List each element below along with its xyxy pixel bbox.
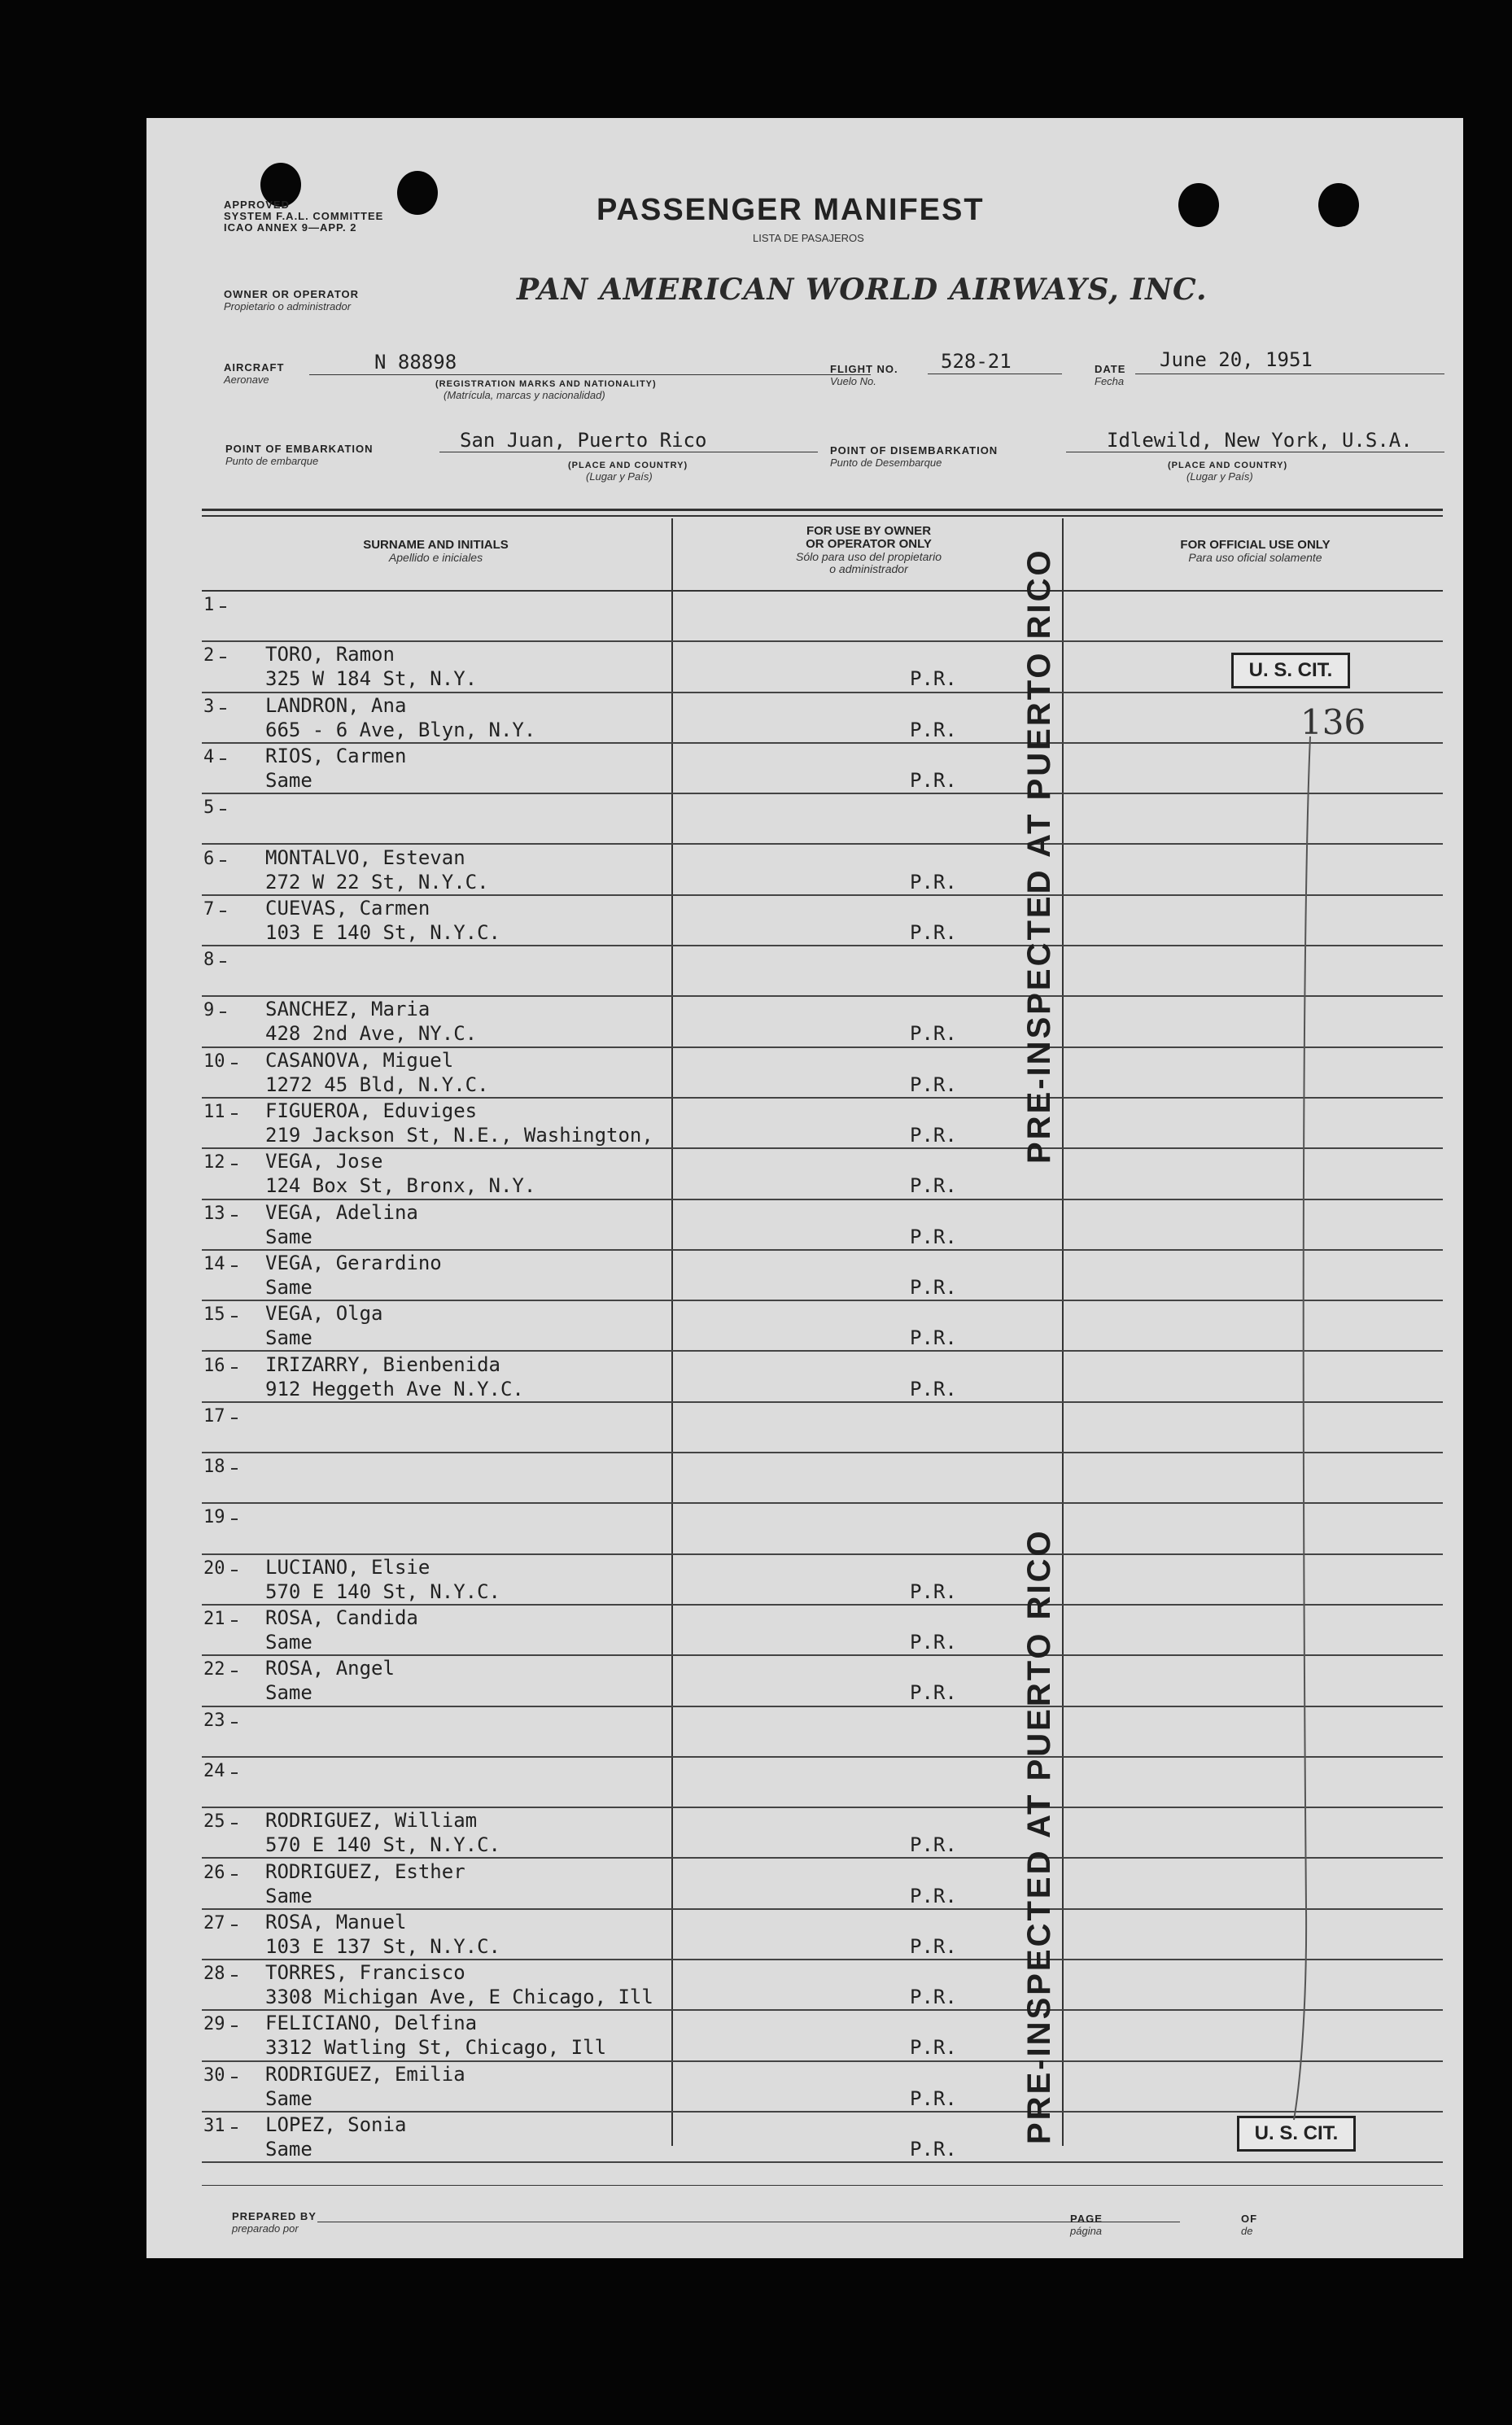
table-row [202, 794, 1443, 845]
passenger-address: 428 2nd Ave, NY.C. [265, 1022, 478, 1046]
row-number-dash [220, 758, 226, 760]
registration-note: (REGISTRATION MARKS AND NATIONALITY) [435, 379, 657, 389]
table-row [202, 1656, 1443, 1706]
row-number-dash [231, 1518, 238, 1520]
table-row [202, 1301, 1443, 1352]
aircraft-value: N 88898 [374, 351, 457, 374]
row-number: 4 [203, 746, 215, 767]
row-number-dash [231, 2077, 238, 2078]
row-number-dash [231, 1620, 238, 1622]
owner-mark: P.R. [910, 1631, 957, 1654]
table-row [202, 845, 1443, 896]
place-note: (PLACE AND COUNTRY) [568, 461, 688, 470]
table-row [202, 1099, 1443, 1149]
table-row [202, 1758, 1443, 1808]
owner-mark: P.R. [910, 1022, 957, 1046]
row-number: 1 [203, 595, 215, 615]
passenger-address: 665 - 6 Ave, Blyn, N.Y. [265, 718, 536, 741]
approval-block [224, 199, 383, 234]
date-label: DATE [1095, 363, 1126, 375]
owner-mark: P.R. [910, 1377, 957, 1400]
preinspected-stamp: PRE-INSPECTED AT PUERTO RICO [1021, 548, 1057, 1164]
table-row [202, 1251, 1443, 1301]
row-number: 7 [203, 898, 215, 920]
row-number: 28 [203, 1964, 225, 1985]
passenger-name: RIOS, Carmen [265, 744, 407, 767]
passenger-name: LOPEZ, Sonia [265, 2113, 407, 2136]
passenger-name: FIGUEROA, Eduviges [265, 1099, 478, 1122]
passenger-address: 1272 45 Bld, N.Y.C. [265, 1073, 489, 1096]
row-number: 24 [203, 1760, 225, 1781]
owner-mark: P.R. [910, 1934, 957, 1958]
row-number: 12 [203, 1152, 225, 1173]
official-use-label-es: Para uso oficial solamente [1188, 551, 1322, 564]
table-row [202, 2062, 1443, 2113]
row-number-dash [231, 1975, 238, 1977]
owner-label: OWNER OR OPERATOR [224, 288, 360, 300]
row-number: 9 [203, 1000, 215, 1021]
passenger-address: 103 E 137 St, N.Y.C. [265, 1934, 500, 1958]
table-row [202, 1555, 1443, 1606]
table-row [202, 1808, 1443, 1859]
page-title: PASSENGER MANIFEST [596, 193, 985, 227]
row-number: 5 [203, 797, 215, 819]
disembark-label-es: Punto de Desembarque [830, 457, 942, 469]
owner-use-column-header [675, 525, 1062, 575]
owner-mark: P.R. [910, 1986, 957, 2009]
passenger-name: FELICIANO, Delfina [265, 2012, 478, 2035]
pencil-number: 136 [1300, 702, 1366, 742]
passenger-name: LUCIANO, Elsie [265, 1555, 430, 1579]
passenger-address: 272 W 22 St, N.Y.C. [265, 870, 489, 894]
page-label-es: página [1070, 2225, 1103, 2237]
row-number: 20 [203, 1558, 225, 1579]
place-note-es-2: (Lugar y País) [1186, 470, 1253, 483]
row-rule [202, 2161, 1443, 2163]
surname-column-header [202, 539, 670, 564]
table-row [202, 946, 1443, 997]
owner-mark: P.R. [910, 2036, 957, 2060]
row-number: 23 [203, 1710, 225, 1731]
row-number: 15 [203, 1304, 225, 1326]
row-number: 17 [203, 1405, 225, 1427]
table-row [202, 1352, 1443, 1403]
row-number: 27 [203, 1912, 225, 1933]
row-number: 21 [203, 1609, 225, 1629]
passenger-name: VEGA, Gerardino [265, 1251, 442, 1274]
prepared-label: PREPARED BY [232, 2210, 317, 2222]
table-row [202, 1606, 1443, 1656]
row-number-dash [231, 1063, 238, 1064]
row-number-dash [220, 606, 226, 608]
row-number-dash [231, 1164, 238, 1165]
passenger-name: LANDRON, Ana [265, 693, 407, 717]
row-number: 30 [203, 2065, 225, 2086]
official-use-column-header [1066, 539, 1444, 564]
passenger-address: 219 Jackson St, N.E., Washington, [265, 1124, 653, 1147]
row-number-dash [220, 1012, 226, 1013]
disembark-label: POINT OF DISEMBARKATION [830, 444, 999, 457]
owner-use-label-es-2: o administrador [829, 562, 908, 575]
row-number-dash [231, 1367, 238, 1369]
preinspected-stamp-2: PRE-INSPECTED AT PUERTO RICO [1021, 1528, 1057, 2144]
row-number-dash [231, 1418, 238, 1419]
punch-hole [1318, 183, 1359, 227]
embark-label: POINT OF EMBARKATION [225, 443, 374, 455]
row-number: 10 [203, 1051, 225, 1072]
disembark-value: Idlewild, New York, U.S.A. [1107, 429, 1413, 452]
page-label: PAGE [1070, 2213, 1103, 2225]
owner-mark: P.R. [910, 1275, 957, 1299]
punch-hole [1178, 183, 1219, 227]
row-number-dash [231, 1113, 238, 1115]
table-row [202, 1403, 1443, 1453]
row-number-dash [231, 1215, 238, 1217]
pencil-line [1269, 688, 1335, 2136]
embark-label-es: Punto de embarque [225, 455, 319, 467]
owner-mark: P.R. [910, 1225, 957, 1248]
row-number-dash [231, 2025, 238, 2027]
table-row [202, 1707, 1443, 1758]
passenger-name: RODRIGUEZ, Emilia [265, 2062, 465, 2086]
passenger-address: 3308 Michigan Ave, E Chicago, Ill [265, 1986, 653, 2009]
owner-mark: P.R. [910, 920, 957, 944]
row-number: 31 [203, 2116, 225, 2136]
passenger-address: Same [265, 1681, 312, 1705]
row-number-dash [220, 961, 226, 963]
flight-label: FLIGHT NO. [830, 363, 898, 375]
table-row [202, 1453, 1443, 1504]
passenger-address: 103 E 140 St, N.Y.C. [265, 920, 500, 944]
row-number: 16 [203, 1355, 225, 1376]
passenger-name: ROSA, Manuel [265, 1910, 407, 1933]
table-row [202, 744, 1443, 794]
row-number: 25 [203, 1811, 225, 1833]
prepared-label-es: preparado por [232, 2222, 299, 2235]
passenger-name: TORRES, Francisco [265, 1961, 465, 1985]
row-number-dash [220, 860, 226, 862]
passenger-name: ROSA, Angel [265, 1657, 395, 1680]
row-number: 2 [203, 645, 215, 666]
owner-mark: P.R. [910, 1174, 957, 1198]
surname-header-label-es: Apellido e iniciales [388, 551, 483, 564]
passenger-address: Same [265, 1326, 312, 1350]
row-number-dash [231, 1925, 238, 1926]
passenger-address: Same [265, 2086, 312, 2110]
row-number: 3 [203, 696, 215, 717]
table-row [202, 592, 1443, 642]
owner-mark: P.R. [910, 1326, 957, 1350]
row-number: 19 [203, 1507, 225, 1528]
table-row [202, 693, 1443, 744]
us-cit-stamp-2: U. S. CIT. [1237, 2116, 1356, 2152]
passenger-name: RODRIGUEZ, William [265, 1809, 478, 1833]
row-number: 8 [203, 950, 215, 971]
row-number-dash [231, 1722, 238, 1724]
passenger-name: CASANOVA, Miguel [265, 1048, 454, 1072]
owner-use-label-2: OR OPERATOR ONLY [806, 537, 932, 551]
row-number-dash [220, 911, 226, 912]
passenger-address: 570 E 140 St, N.Y.C. [265, 1580, 500, 1603]
row-number-dash [231, 1874, 238, 1876]
official-use-label: FOR OFFICIAL USE ONLY [1180, 538, 1331, 552]
row-number: 6 [203, 848, 215, 869]
approval-line: APPROVED [224, 199, 290, 211]
table-row [202, 1200, 1443, 1251]
row-number-dash [231, 1468, 238, 1470]
passenger-name: VEGA, Adelina [265, 1200, 418, 1224]
passenger-name: CUEVAS, Carmen [265, 896, 430, 920]
passenger-name: VEGA, Olga [265, 1302, 383, 1326]
page-subtitle: LISTA DE PASAJEROS [753, 232, 864, 244]
row-number-dash [220, 657, 226, 658]
punch-hole [397, 171, 438, 215]
owner-mark: P.R. [910, 1884, 957, 1907]
table-row [202, 1859, 1443, 1910]
owner-mark: P.R. [910, 768, 957, 792]
surname-header-label: SURNAME AND INITIALS [363, 538, 509, 552]
passenger-address: Same [265, 1884, 312, 1907]
table-row [202, 1048, 1443, 1099]
passenger-name: SANCHEZ, Maria [265, 998, 430, 1021]
manifest-sheet [146, 118, 1463, 2258]
owner-mark: P.R. [910, 667, 957, 691]
row-number: 26 [203, 1862, 225, 1883]
row-number: 22 [203, 1659, 225, 1680]
row-number-dash [231, 1772, 238, 1774]
of-label-es: de [1241, 2225, 1253, 2237]
passenger-address: Same [265, 1225, 312, 1248]
owner-use-label-1: FOR USE BY OWNER [806, 524, 932, 538]
row-number-dash [220, 708, 226, 710]
passenger-name: RODRIGUEZ, Esther [265, 1859, 465, 1883]
owner-mark: P.R. [910, 1681, 957, 1705]
table-row [202, 896, 1443, 946]
owner-mark: P.R. [910, 1124, 957, 1147]
passenger-address: Same [265, 2138, 312, 2161]
passenger-address: 912 Heggeth Ave N.Y.C. [265, 1377, 524, 1400]
owner-mark: P.R. [910, 870, 957, 894]
owner-mark: P.R. [910, 1073, 957, 1096]
date-label-es: Fecha [1095, 375, 1125, 387]
table-row [202, 1910, 1443, 1960]
passenger-name: TORO, Ramon [265, 643, 395, 666]
passenger-name: MONTALVO, Estevan [265, 845, 465, 869]
approval-line: ICAO ANNEX 9—APP. 2 [224, 221, 357, 234]
owner-value: PAN AMERICAN WORLD AIRWAYS, INC. [517, 273, 1208, 307]
passenger-address: 3312 Watling St, Chicago, Ill [265, 2036, 607, 2060]
aircraft-label-es: Aeronave [224, 374, 269, 386]
owner-mark: P.R. [910, 2086, 957, 2110]
place-note-es: (Lugar y País) [586, 470, 653, 483]
table-row [202, 1960, 1443, 2011]
owner-mark: P.R. [910, 2138, 957, 2161]
passenger-name: ROSA, Candida [265, 1606, 418, 1629]
row-number: 14 [203, 1253, 225, 1274]
row-number: 29 [203, 2014, 225, 2035]
aircraft-label: AIRCRAFT [224, 361, 285, 374]
owner-mark: P.R. [910, 1833, 957, 1857]
date-value: June 20, 1951 [1160, 348, 1313, 371]
row-number: 13 [203, 1203, 225, 1224]
passenger-address: 124 Box St, Bronx, N.Y. [265, 1174, 536, 1198]
row-number: 11 [203, 1102, 225, 1122]
passenger-name: IRIZARRY, Bienbenida [265, 1352, 500, 1376]
embark-value: San Juan, Puerto Rico [460, 429, 707, 452]
table-row [202, 1149, 1443, 1199]
passenger-address: Same [265, 1631, 312, 1654]
row-number-dash [231, 1570, 238, 1571]
table-row [202, 997, 1443, 1047]
row-number-dash [231, 1671, 238, 1672]
owner-mark: P.R. [910, 1580, 957, 1603]
owner-use-label-es-1: Sólo para uso del propietario [795, 550, 942, 563]
row-number-dash [231, 1316, 238, 1317]
owner-mark: P.R. [910, 718, 957, 741]
passenger-address: Same [265, 1275, 312, 1299]
flight-value: 528-21 [941, 350, 1012, 373]
flight-label-es: Vuelo No. [830, 375, 876, 387]
passenger-address: Same [265, 768, 312, 792]
table-row [202, 2011, 1443, 2061]
registration-note-es: (Matrícula, marcas y nacionalidad) [444, 389, 605, 401]
row-number-dash [220, 809, 226, 811]
place-note-2: (PLACE AND COUNTRY) [1168, 461, 1288, 470]
table-row [202, 1504, 1443, 1554]
owner-label-es: Propietario o administrador [224, 300, 352, 312]
row-number-dash [231, 2127, 238, 2129]
passenger-name: VEGA, Jose [265, 1150, 383, 1173]
passenger-address: 570 E 140 St, N.Y.C. [265, 1833, 500, 1857]
passenger-address: 325 W 184 St, N.Y. [265, 667, 478, 691]
us-cit-stamp: U. S. CIT. [1231, 653, 1350, 688]
row-number: 18 [203, 1457, 225, 1478]
row-number-dash [231, 1265, 238, 1267]
row-number-dash [231, 1823, 238, 1824]
approval-line: SYSTEM F.A.L. COMMITTEE [224, 210, 384, 222]
of-label: OF [1241, 2213, 1258, 2225]
